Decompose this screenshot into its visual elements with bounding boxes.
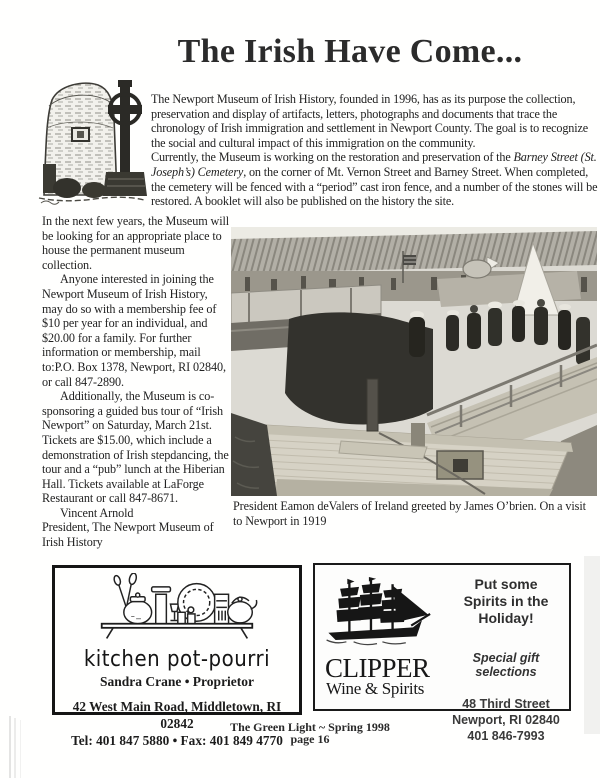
intro-p1-text: The Newport Museum of Irish History, founded in 1996, has as its purpose the collection, preservation and display of artifacts, letters, photographs and documents that trace the chronology of Irish immigration and settlement in Newport County. The goal is to recognize the social and cultural impact of this immigration on the community. <box>151 92 589 150</box>
page-title: The Irish Have Come... <box>177 33 523 70</box>
clipper-ad <box>313 563 571 743</box>
clipper-ad-copy <box>443 565 569 743</box>
kitchen-phone: Tel: 401 847 5880 • Fax: 401 849 4770 <box>71 733 283 748</box>
clipper-subtitle: Wine & Spirits <box>326 679 425 698</box>
kitchen-logotype: kitchen pot-pourri <box>83 647 271 672</box>
clipper-tagline: Special gift selections <box>472 651 540 679</box>
intro-paragraph-1 <box>151 92 599 150</box>
leftcol-signature-title: President, The Newport Museum of Irish History <box>42 520 214 550</box>
intro-p2-before: Currently, the Museum is working on the restoration and preservation of the <box>151 150 514 165</box>
clipper-logo-block <box>315 565 443 709</box>
dock-scene-illustration <box>231 227 597 496</box>
footer-page-number: page 16 <box>290 732 330 746</box>
clipper-address-line2: Newport, RI 02840 <box>452 713 560 727</box>
scan-artifact-line <box>9 716 11 778</box>
footer-issue: The Green Light ~ Spring 1998 <box>230 720 390 734</box>
clipper-brand: CLIPPER <box>325 653 430 683</box>
clipper-headline <box>443 576 569 627</box>
intro-p2-after: , on the corner of Mt. Vernon Street and Barney Street. When completed, the cemetery will be fenced with a “period” cast iron fence, and a number of the stones will be restored. A booklet will also be published on the history the site. <box>151 164 598 209</box>
proprietor-line: Sandra Crane • Proprietor <box>99 674 255 689</box>
leftcol-paragraph-3: Additionally, the Museum is co-sponsoring a guided bus tour of “Irish Newport” on Saturday, March 21st. Tickets are $15.00, which include a demonstration of Irish stepdancing, the tour and a “pub” lunch at the Hiberian Hall. Tickets available at LaForge Restaurant or call 847-8671. <box>42 389 229 506</box>
round-tower-illustration <box>34 76 148 206</box>
intro-text <box>151 92 599 209</box>
scan-artifact-line <box>20 720 21 778</box>
leftcol-signature-name: Vincent Arnold <box>60 505 134 520</box>
kitchenware-illustration <box>55 573 299 650</box>
kitchen-address: 42 West Main Road, Middletown, RI 02842 <box>72 699 282 731</box>
page-footer <box>0 721 600 745</box>
leftcol-paragraph-1: In the next few years, the Museum will be looking for an appropriate place to house the permanent museum collection. <box>42 214 230 272</box>
intro-p2-italic: Barney Street (St. Joseph’s) Cemetery <box>151 150 597 179</box>
clipper-phone: 401 846-7993 <box>467 729 545 743</box>
clipper-address-line1: 48 Third Street <box>462 697 550 711</box>
kitchen-shelf-icon <box>77 573 277 645</box>
clipper-ship-icon <box>323 577 431 649</box>
photo-caption: President Eamon deValers of Ireland greeted by James O’brien. On a visit to Newport in 1919 <box>233 499 586 528</box>
scan-artifact-line <box>14 718 16 778</box>
dock-photo <box>231 227 597 496</box>
clipper-headline-line2: Spirits in the Holiday! <box>463 593 549 626</box>
clipper-headline-line1: Put some <box>474 576 538 592</box>
scan-smudge <box>584 556 600 734</box>
left-column <box>42 214 231 550</box>
leftcol-paragraph-2: Anyone interested in joining the Newport Museum of Irish History, may do so with a membership fee of $10 per year for an individual, and $20.00 for a family. For further information or membership, mail to:P.O. Box 1378, Newport, RI 02840, or call 847-2890. <box>42 272 226 389</box>
kitchen-potpourri-ad <box>52 565 302 748</box>
intro-paragraph-2 <box>151 150 599 208</box>
round-tower-cross-icon <box>34 76 148 206</box>
